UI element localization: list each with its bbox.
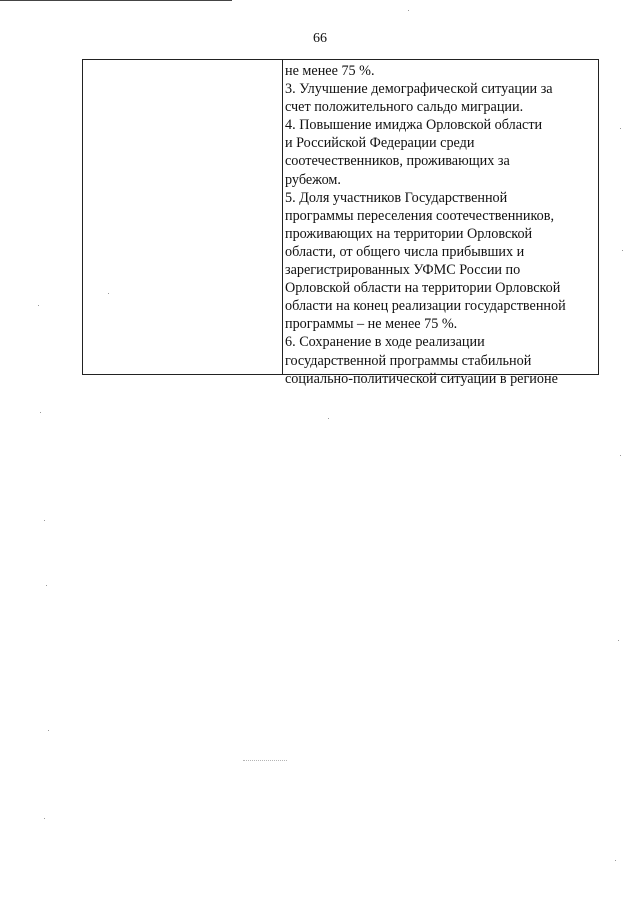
table-text-line: счет положительного сальдо миграции. bbox=[285, 99, 524, 116]
table-text-line: 4. Повышение имиджа Орловской области bbox=[285, 117, 543, 134]
table-text-line: программы переселения соотечественников, bbox=[285, 207, 554, 224]
scan-speck bbox=[328, 418, 329, 419]
table-text-line: социально-политической ситуации в регионе bbox=[285, 370, 558, 387]
table-cell-left bbox=[83, 60, 283, 374]
table-text-line: рубежом. bbox=[285, 171, 341, 188]
scan-speck bbox=[408, 10, 409, 11]
table-text-line: Орловской области на территории Орловской bbox=[285, 280, 561, 297]
table-text-line: 6. Сохранение в ходе реализации bbox=[285, 334, 485, 351]
table-cell-right bbox=[283, 60, 598, 387]
content-table bbox=[82, 59, 599, 387]
scan-speck bbox=[48, 730, 49, 731]
scan-speck bbox=[620, 128, 621, 129]
scan-speck bbox=[38, 305, 39, 306]
scan-speck bbox=[46, 585, 47, 586]
scan-speck bbox=[40, 412, 41, 413]
table-text-line: зарегистрированных УФМС России по bbox=[285, 262, 521, 279]
table-text-line: проживающих на территории Орловской bbox=[285, 225, 533, 242]
table-text-line: 5. Доля участников Государственной bbox=[285, 189, 508, 206]
scan-speck bbox=[618, 640, 619, 641]
table-text-line: и Российской Федерации среди bbox=[285, 135, 475, 152]
table-text-line: 3. Улучшение демографической ситуации за bbox=[285, 81, 553, 98]
table-text-line: соотечественников, проживающих за bbox=[285, 153, 510, 170]
table-text-line: области, от общего числа прибывших и bbox=[285, 243, 525, 260]
scan-dotted-mark bbox=[243, 760, 287, 761]
table-text-line: не менее 75 %. bbox=[285, 63, 375, 79]
scan-speck bbox=[622, 250, 623, 251]
scan-speck bbox=[620, 455, 621, 456]
page-number: 66 bbox=[313, 31, 327, 46]
table-text-line: области на конец реализации государственной bbox=[285, 298, 566, 315]
scan-speck bbox=[44, 520, 45, 521]
scan-speck bbox=[44, 818, 45, 819]
scan-speck bbox=[615, 860, 616, 861]
table-text-line: государственной программы стабильной bbox=[285, 352, 532, 369]
table-text-line: программы – не менее 75 %. bbox=[285, 316, 458, 333]
scan-speck bbox=[108, 293, 109, 294]
top-edge-rule bbox=[0, 0, 232, 1]
